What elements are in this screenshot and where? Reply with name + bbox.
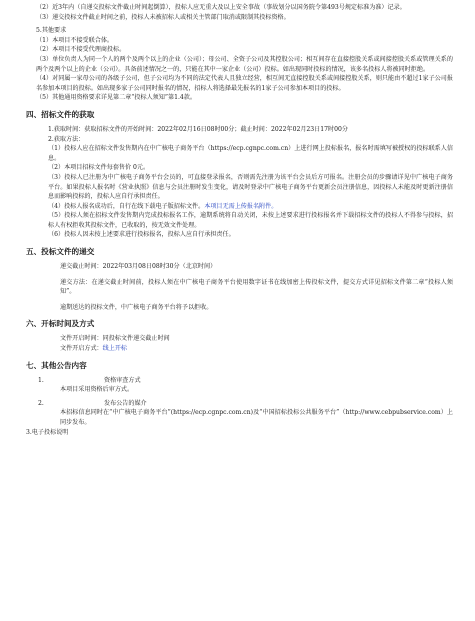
other-item-number: 1. — [38, 376, 44, 384]
acquire-time: 1.获取时间：获取招标文件的开始时间：2022年02月16日08时00分；截止时间：2022年02月23日17时00分 — [48, 125, 348, 133]
opening-method — [26, 344, 453, 354]
s5-title: 5.其他要求 — [36, 27, 67, 35]
s4-item2: （2）近3年内（自递交投标文件截止时间起倒算），投标人应无重大及以上安全事故（事故划分以国务院令第493号规定标准为准）记录。 — [36, 4, 406, 11]
opening-method-label: 文件开启方式： — [60, 345, 103, 353]
section-heading-4: 四、招标文件的获取 — [26, 109, 95, 119]
other-item-title: 资格审查方式 — [104, 376, 141, 384]
s5-item: （2）本项目不接受代理商投标。 — [36, 46, 126, 54]
s5-item: （4）对同属一家母公司的各级子公司，但子公司均为不同的法定代表人且独立经营，相互间无直接控股关系或间接控股关系，则只能由不超过1家子公司报名参加本项目的投标。如出现多家子公司同时报名的情况，招标人将选择最先报名的1家子公司参加本项目的投标。 — [36, 75, 453, 92]
submission-method: 递交方法：在递交截止时间前，投标人须在中广核电子商务平台使用数字证书在线加密上传投标文件，提交方式详见招标文件第二章“投标人须知”。 — [60, 278, 453, 296]
other-item-number: 2. — [38, 399, 44, 407]
acquire-item: （1）投标人应在招标文件发售期内在中广核电子商务平台（https://ecp.cgnpc.com.cn）上进行网上投标报名，报名时需填写被授权的投标联系人信息。 — [48, 145, 453, 162]
section-heading-7: 七、其他公告内容 — [26, 360, 87, 370]
acquire-item-text: （4）投标人报名成功后，自行在线下载电子版招标文件。 — [48, 202, 205, 210]
opening-time: 文件开启时间：同投标文件递交截止时间 — [60, 335, 170, 343]
acquire-item: （6）投标人因未按上述要求进行投标报名，投标人应自行承担责任。 — [48, 231, 235, 239]
other-item-2 — [26, 399, 453, 409]
s5-item: （3）单位负责人为同一个人的两个及两个以上的企业（公司）；母公司、全资子公司及其控股公司；相互间存在直接控股关系或间接控股关系或管理关系的两个及两个以上的企业（公司）。具备前述情况之一的，只能在其中一家企业（公司）投标。如出现同时投标的情况，该多名投标人将被同时拒绝。 — [36, 55, 453, 73]
opening-method-value: 线上开标 — [102, 345, 128, 353]
acquire-item — [26, 202, 453, 212]
late-submission-note: 逾期送达的投标文件，中广核电子商务平台将予以拒收。 — [60, 303, 213, 311]
no-attachment-note: 本项目无需上传报名附件。 — [204, 202, 278, 210]
acquire-item: （2）本项目招标文件每套售价 0元。 — [48, 164, 150, 172]
acquire-item: （3）投标人已注册为中广核电子商务平台会员的，可直接登录报名，否则需先注册为该平台会员后方可报名。注册会员的步骤请详见中广核电子商务平台。如果投标人报名时《营业执照》信息与会员注册时发生变化，请及时登录中广核电子商务平台更新会员注册信息，因投标人未能及时更新注册信息而影响投标的，投标人应自行承担责任。 — [48, 173, 453, 201]
other-item-body: 本招标信息同时在“中广核电子商务平台”(https://ecp.cgnpc.com.cn)及“中国招标投标公共服务平台”（http://www.cebpubservice.com）上同步发布。 — [60, 409, 453, 426]
other-item-title: 发布公告的媒介 — [104, 399, 147, 407]
submission-deadline: 递交截止时间：2022年03月08日08时30分（北京时间） — [60, 263, 217, 271]
section-heading-5: 五、投标文件的递交 — [26, 247, 95, 257]
s5-item: （5）其他通用资格要求详见第二章“投标人须知”第1.4款。 — [36, 94, 196, 102]
section-heading-6: 六、开标时间及方式 — [26, 319, 95, 329]
acquire-item: （5）投标人须在招标文件发售期内完成投标报名工作，逾期系统将自动关闭，未按上述要求进行投标报名并下载招标文件的投标人不得参与投标，招标人有权拒收其投标文件，已收取的，按无效文件处理。 — [48, 212, 453, 229]
other-item-body: 本项目采用资格后审方式。 — [60, 386, 134, 394]
s5-item: （1）本项目不接受联合体。 — [36, 36, 114, 44]
acquire-method-title: 2.获取方法： — [48, 135, 85, 143]
s4-item3: （3）递交投标文件截止时间之前，投标人未被招标人或相关主管部门取消或限制其投标资格。 — [36, 13, 290, 21]
other-item-3: 3.电子投标说明 — [26, 428, 69, 436]
other-item-1 — [26, 376, 453, 386]
